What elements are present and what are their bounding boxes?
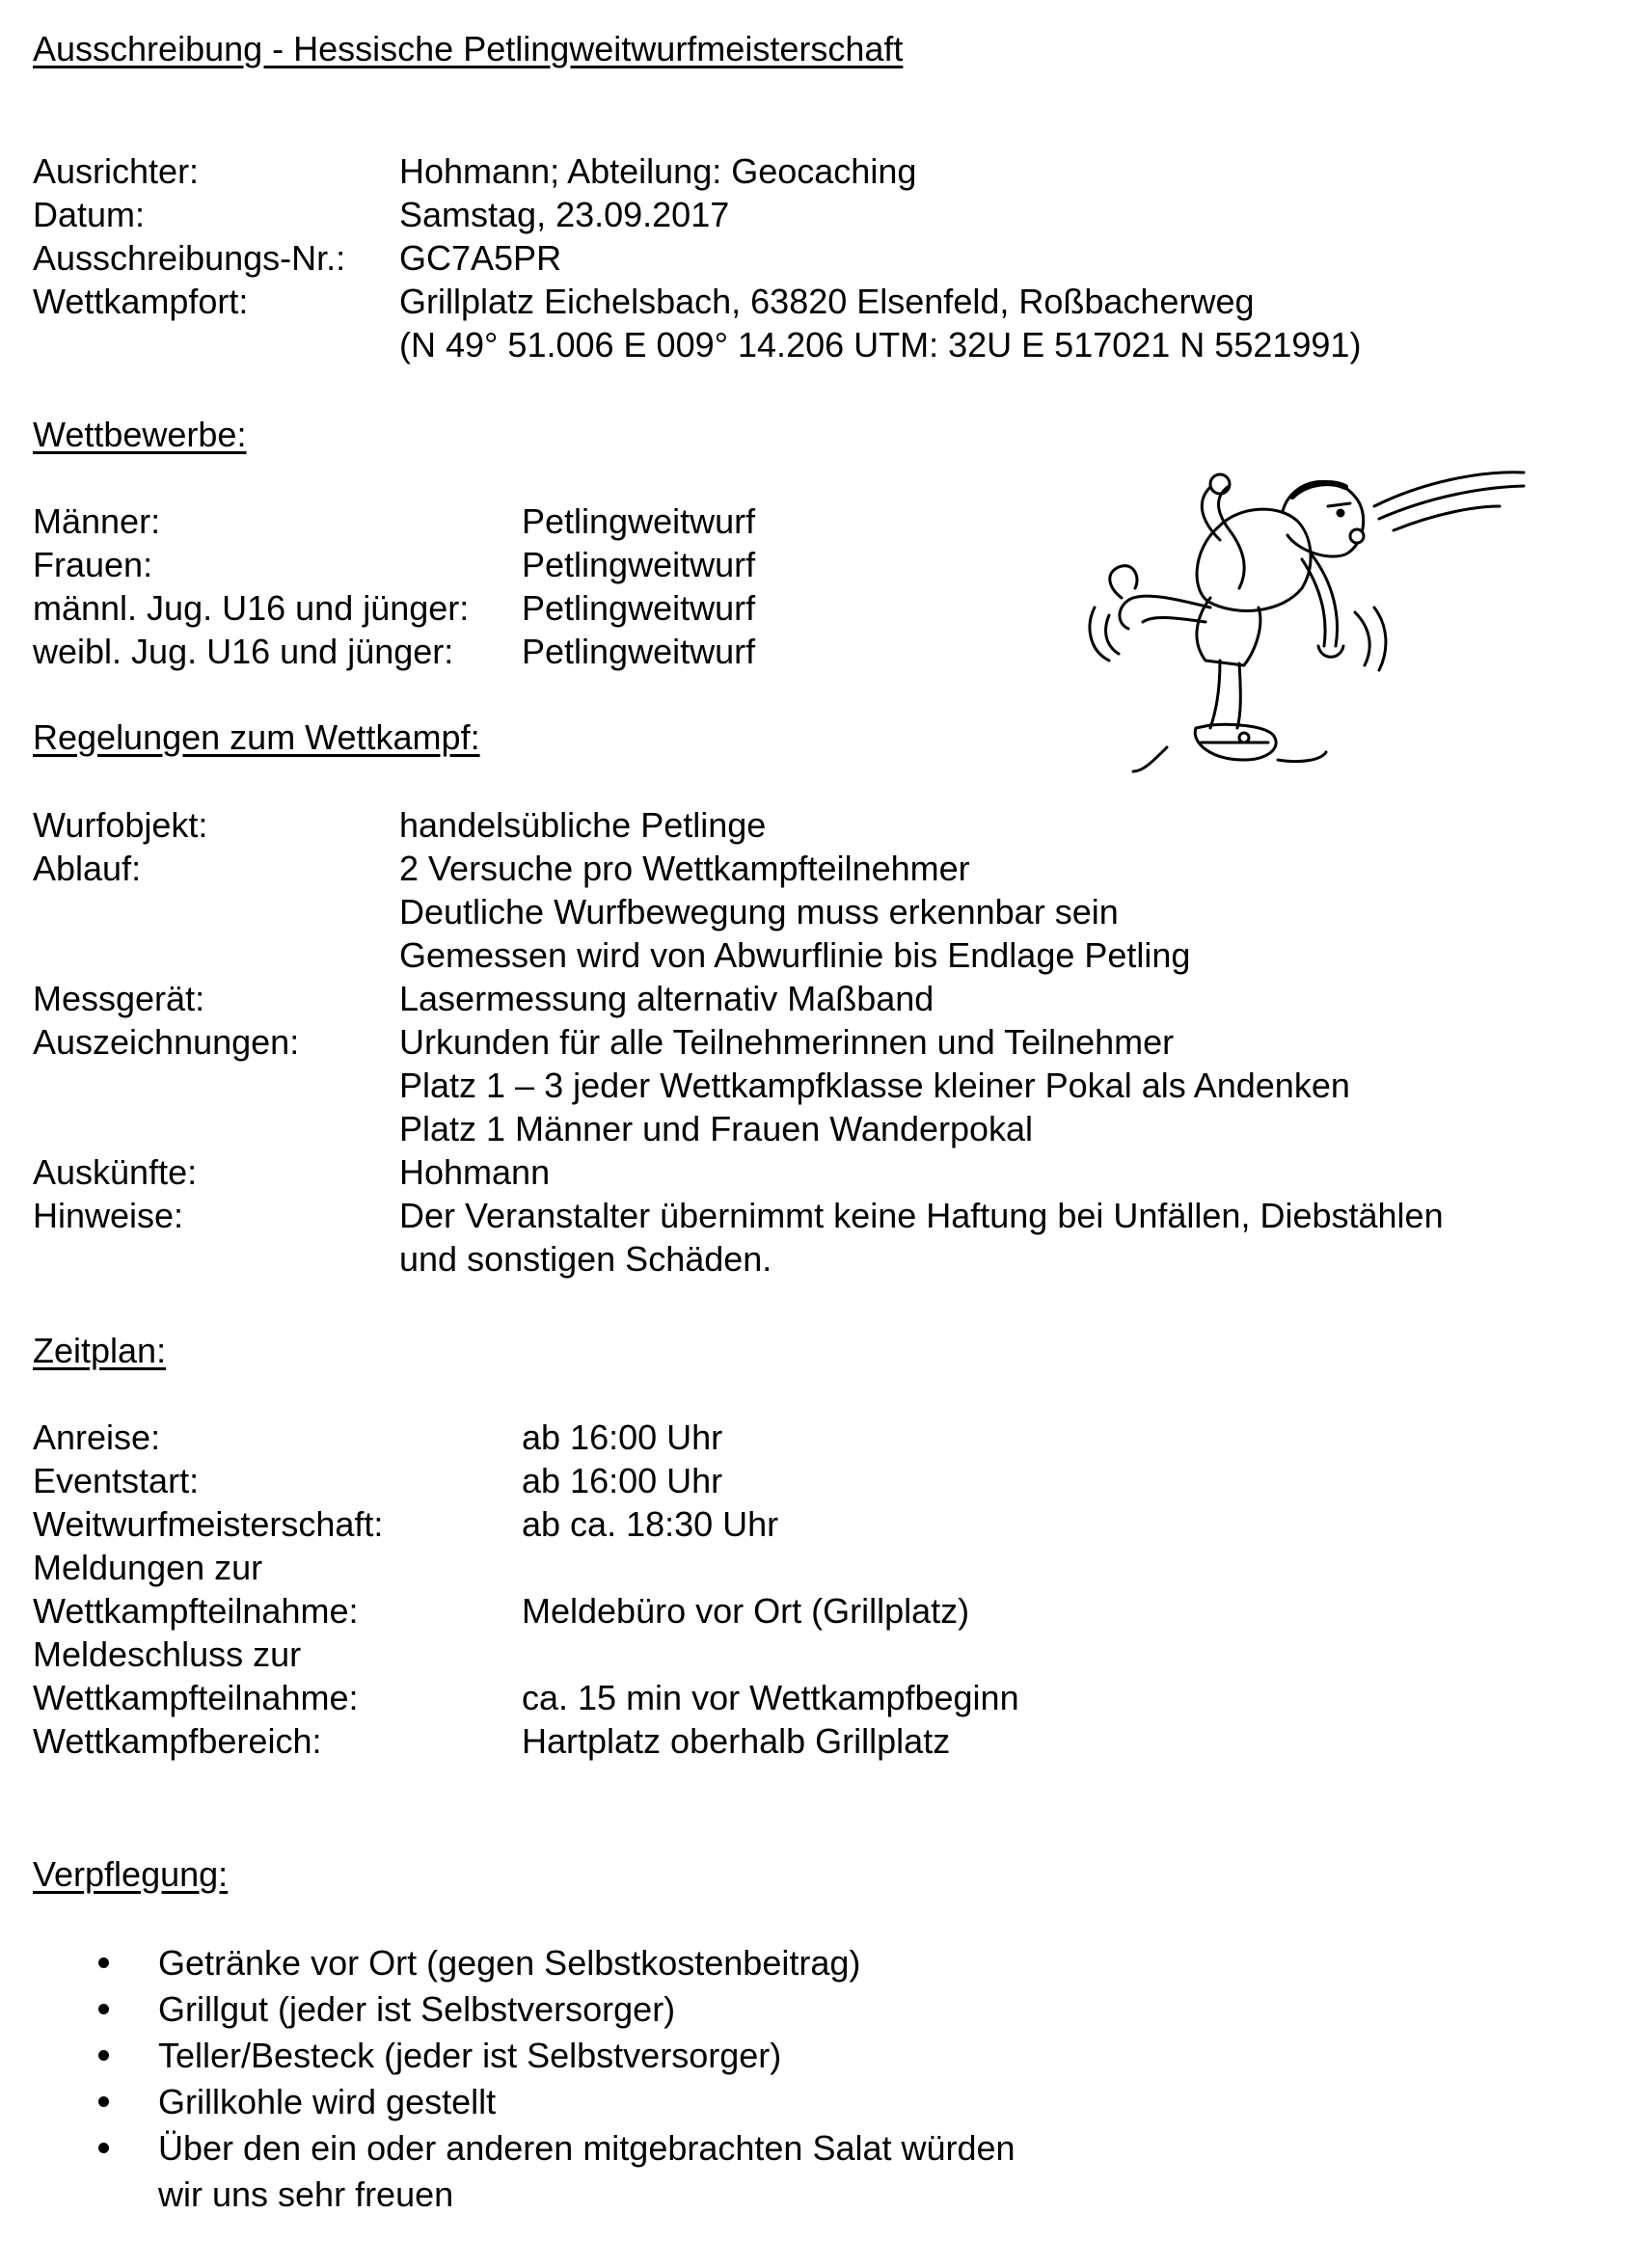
rule-value: Urkunden für alle Teilnehmerinnen und Teilnehmer [399,1022,1175,1062]
competition-discipline: Petlingweitwurf [522,588,756,628]
bullet-icon [98,1958,109,1968]
competition-discipline: Petlingweitwurf [522,632,756,671]
schedule-value: ab 16:00 Uhr [522,1461,723,1500]
list-item-text: Teller/Besteck (jeder ist Selbstversorger) [158,2036,782,2075]
schedule-value: Meldebüro vor Ort (Grillplatz) [522,1591,970,1631]
thrower-illustration [1075,453,1529,791]
header-value: Hohmann; Abteilung: Geocaching [399,151,917,191]
schedule-value: ca. 15 min vor Wettkampfbeginn [522,1678,1019,1717]
verpflegung-heading: Verpflegung: [33,1854,229,1894]
rule-value: Der Veranstalter übernimmt keine Haftung bei Unfällen, Diebstählen [399,1196,1444,1235]
competition-discipline: Petlingweitwurf [522,545,756,584]
header-value: Samstag, 23.09.2017 [399,195,730,234]
schedule-label: Anreise: [33,1418,161,1457]
rule-value: Hohmann [399,1152,551,1192]
rule-label: Auskünfte: [33,1152,198,1192]
schedule-value: ab 16:00 Uhr [522,1418,723,1457]
rule-label: Messgerät: [33,979,205,1018]
document-title: Ausschreibung - Hessische Petlingweitwurfmeisterschaft [33,29,904,68]
list-item-text: Über den ein oder anderen mitgebrachten Salat würden [158,2128,1016,2168]
rule-value: Platz 1 Männer und Frauen Wanderpokal [399,1109,1034,1148]
bullet-icon [98,2050,109,2061]
rule-value: Gemessen wird von Abwurflinie bis Endlage Petling [399,935,1191,975]
rule-value: 2 Versuche pro Wettkampfteilnehmer [399,849,970,888]
schedule-label: Weitwurfmeisterschaft: [33,1504,384,1544]
list-item [33,1940,1016,1986]
verpflegung-list [33,1940,1016,2218]
rule-label: Hinweise: [33,1196,184,1235]
list-item [33,1986,1016,2033]
competition-class: Frauen: [33,545,153,584]
rule-label: Wurfobjekt: [33,805,208,845]
schedule-value: Hartplatz oberhalb Grillplatz [522,1721,951,1761]
header-label: Ausschreibungs-Nr.: [33,238,346,278]
schedule-label: Meldungen zur [33,1548,263,1587]
schedule-label: Wettkampfteilnahme: [33,1591,359,1631]
rule-value: Platz 1 – 3 jeder Wettkampfklasse kleiner Pokal als Andenken [399,1066,1350,1105]
list-item [33,2033,1016,2079]
rule-label: Ablauf: [33,849,142,888]
rule-value: und sonstigen Schäden. [399,1239,772,1279]
header-value: Grillplatz Eichelsbach, 63820 Elsenfeld, Roßbacherweg [399,282,1255,321]
bullet-icon [98,2096,109,2107]
list-item-text: Grillkohle wird gestellt [158,2082,497,2121]
wettbewerbe-heading: Wettbewerbe: [33,415,247,454]
rule-value: Deutliche Wurfbewegung muss erkennbar sein [399,892,1119,932]
header-label: Wettkampfort: [33,282,249,321]
competition-class: Männer: [33,501,161,541]
schedule-label: Wettkampfbereich: [33,1721,322,1761]
list-item-continuation [33,2172,1016,2218]
schedule-label: Wettkampfteilnahme: [33,1678,359,1717]
list-item-text: wir uns sehr freuen [158,2174,454,2214]
bullet-icon [98,2143,109,2153]
schedule-label: Meldeschluss zur [33,1634,302,1674]
list-item [33,2125,1016,2172]
header-value: (N 49° 51.006 E 009° 14.206 UTM: 32U E 517021 N 5521991) [399,325,1362,364]
competition-class: weibl. Jug. U16 und jünger: [33,632,454,671]
list-item [33,2079,1016,2125]
competition-discipline: Petlingweitwurf [522,501,756,541]
schedule-value: ab ca. 18:30 Uhr [522,1504,779,1544]
header-label: Ausrichter: [33,151,200,191]
rule-label: Auszeichnungen: [33,1022,300,1062]
list-item-text: Getränke vor Ort (gegen Selbstkostenbeitrag) [158,1943,861,1983]
bullet-icon [98,2004,109,2014]
header-label: Datum: [33,195,146,234]
rule-value: handelsübliche Petlinge [399,805,767,845]
zeitplan-heading: Zeitplan: [33,1331,167,1370]
regelungen-heading: Regelungen zum Wettkampf: [33,717,480,757]
rule-value: Lasermessung alternativ Maßband [399,979,934,1018]
competition-class: männl. Jug. U16 und jünger: [33,588,470,628]
list-item-text: Grillgut (jeder ist Selbstversorger) [158,1989,676,2029]
schedule-label: Eventstart: [33,1461,200,1500]
header-value: GC7A5PR [399,238,562,278]
